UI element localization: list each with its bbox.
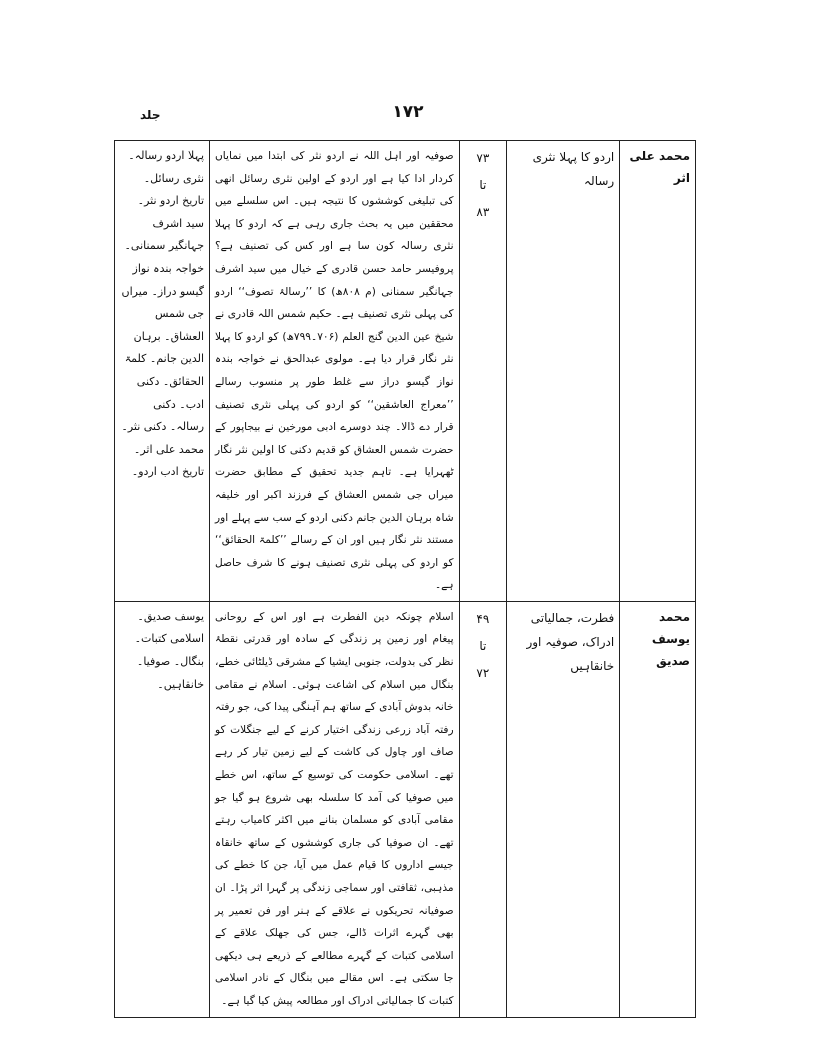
pages-cell	[459, 601, 506, 1017]
page-end: ۸۳	[476, 205, 490, 219]
page-range-word: تا	[479, 638, 487, 653]
abstract-cell: صوفیہ اور اہل اللہ نے اردو نثر کی ابتدا میں نمایاں کردار ادا کیا ہے اور اردو کے اولین نثری رسائل انھی کی تبلیغی کوششوں کا نتیجہ ہیں۔ اس سلسلے میں محققین میں یہ بحث جاری رہی ہے کہ اردو کا پہلا نثری رسالہ کون سا ہے اور کس کی تصنیف ہے؟ پروفیسر حامد حسن قادری کے خیال میں سید اشرف جہانگیر سمنانی (م ۸۰۸ھ) کا ’’رسالۂ تصوف‘‘ اردو کی پہلی نثری تصنیف ہے۔ حکیم شمس اللہ قادری نے شیخ عین الدین گنج العلم (۷۰۶۔۷۹۹ھ) کو اردو کا پہلا نثر نگار قرار دیا ہے۔ مولوی عبدالحق نے خواجہ بندہ نواز گیسو دراز سے غلط طور پر منسوب رسالے ’’معراج العاشقین‘‘ کو اردو کی پہلی نثری تصنیف قرار دے ڈالا۔ چند دوسرے ادبی مورخین نے بیجاپور کے حضرت شمس العشاق کو قدیم دکنی کا اولین نثر نگار ٹھہرایا ہے۔ تاہم جدید تحقیق کے مطابق حضرت میراں جی شمس العشاق کے فرزند اکبر اور خلیفہ شاہ برہان الدین جانم دکنی اردو کے سب سے پہلے اور مستند نثر نگار ہیں اور ان کے رسالے ’’کلمۃ الحقائق‘‘ کو اردو کی پہلی نثری تصنیف ہونے کا شرف حاصل ہے۔	[210, 141, 460, 602]
table-row	[115, 141, 696, 602]
page-number: ۱۷۲	[392, 102, 424, 122]
table-row	[115, 601, 696, 1017]
keywords-cell: پہلا اردو رسالہ۔ نثری رسائل۔ تاریخ اردو نثر۔ سید اشرف جہانگیر سمنانی۔ خواجہ بندہ نواز گیسو دراز۔ میراں جی شمس العشاق۔ برہان الدین جانم۔ کلمۃ الحقائق۔ دکنی ادب۔ دکنی رسالہ۔ دکنی نثر۔ محمد علی اثر۔ تاریخ ادب اردو۔	[115, 141, 210, 602]
articles-table	[114, 140, 696, 1018]
running-head: جلد	[140, 108, 161, 122]
title-cell: اردو کا پہلا نثری رسالہ	[507, 141, 620, 602]
title-cell: فطرت، جمالیاتی ادراک، صوفیہ اور خانقاہیں	[507, 601, 620, 1017]
keywords-cell: یوسف صدیق۔ اسلامی کتبات۔ بنگال۔ صوفیا۔ خانقاہیں۔	[115, 601, 210, 1017]
page-range-word: تا	[479, 178, 487, 192]
pages-cell	[459, 141, 506, 602]
page-end: ۷۲	[476, 665, 490, 680]
abstract-cell: اسلام چونکہ دین الفطرت ہے اور اس کے روحانی پیغام اور زمین پر زندگی کے سادہ اور قدرتی نقطۂ نظر کی بدولت، جنوبی ایشیا کے مشرقی ڈیلٹائی خطے، بنگال میں اسلام کی اشاعت ہوئی۔ اسلام نے مقامی خانہ بدوش آبادی کے ساتھ ہم آہنگی پیدا کی، جو رفتہ رفتہ آباد زرعی زندگی اختیار کرنے کے لیے جنگلات کو صاف اور چاول کی کاشت کے لیے زمین تیار کر رہے تھے۔ اسلامی حکومت کی توسیع کے ساتھ، اس خطے میں صوفیا کی آمد کا سلسلہ بھی شروع ہو گیا جو مقامی آبادی کو مسلمان بنانے میں اکثر کامیاب رہتے تھے۔ ان صوفیا کی جاری کوششوں کے ساتھ خانقاہ جیسے اداروں کا قیام عمل میں آیا، جن کا خطے کی مذہبی، ثقافتی اور سماجی زندگی پر گہرا اثر پڑا۔ ان صوفیانہ تحریکوں نے علاقے کے ہنر اور فن تعمیر پر بھی گہرے اثرات ڈالے، جس کی جھلک علاقے کے اسلامی کتبات کے گہرے مطالعے کے ذریعے ہی دیکھی جا سکتی ہے۔ اس مقالے میں بنگال کے نادر اسلامی کتبات کا جمالیاتی ادراک اور مطالعہ پیش کیا گیا ہے۔	[210, 601, 460, 1017]
author-cell: محمد علی اثر	[620, 141, 696, 602]
author-cell: محمد یوسف صدیق	[620, 601, 696, 1017]
page-start: ۷۳	[476, 151, 490, 165]
page-start: ۴۹	[476, 611, 490, 626]
